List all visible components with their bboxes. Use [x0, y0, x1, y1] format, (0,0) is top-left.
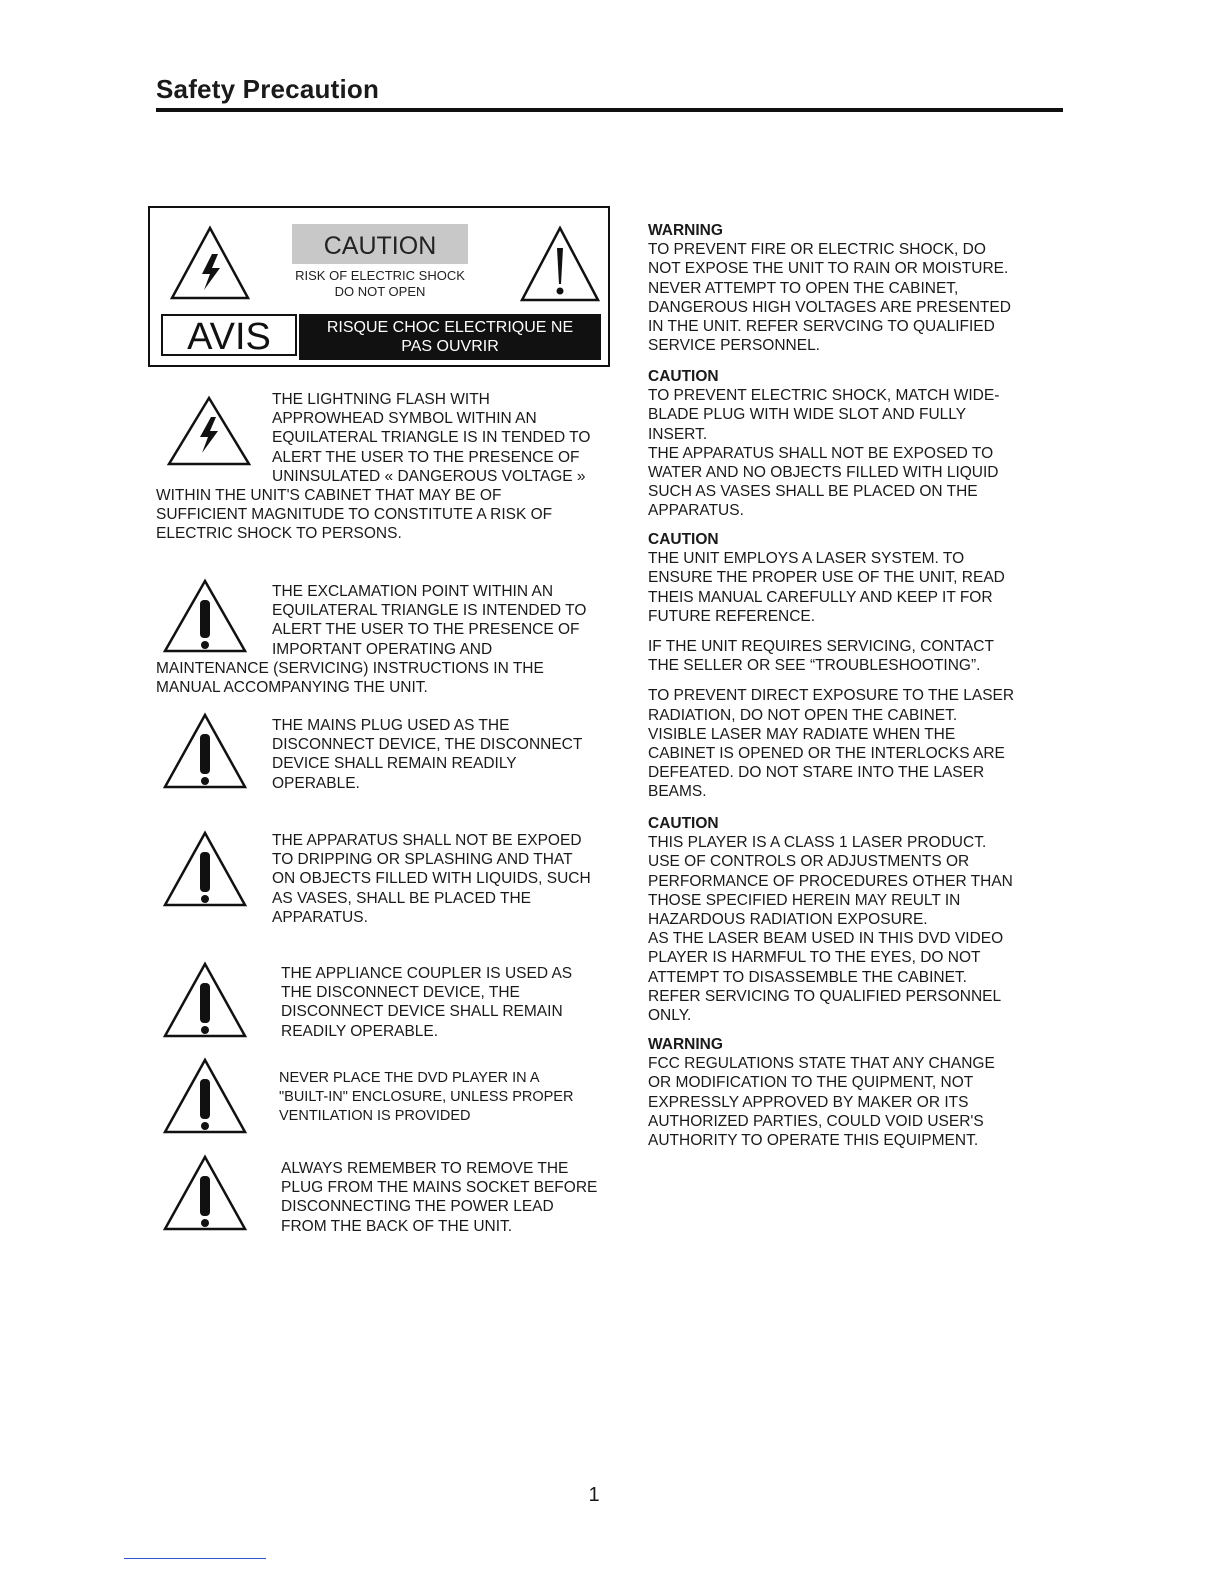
section-paragraph: FCC REGULATIONS STATE THAT ANY CHANGE OR MODIFICATION TO THE QUIPMENT, NOT EXPRESSLY APPROVED BY MAKER OR ITS AUTHORIZED PARTIES, COULD VOID USER'S AUTHORITY TO OPERATE THIS EQUIPMENT. — [648, 1055, 995, 1150]
exclamation-triangle-icon — [162, 1154, 248, 1232]
section-heading: CAUTION — [648, 368, 719, 385]
section-heading: CAUTION — [648, 531, 719, 548]
title-rule — [156, 108, 1063, 112]
exclamation-triangle-icon — [162, 578, 248, 654]
page-number: 1 — [588, 1484, 600, 1506]
section-paragraph: THIS PLAYER IS A CLASS 1 LASER PRODUCT. USE OF CONTROLS OR ADJUSTMENTS OR PERFORMANCE OF PROCEDURES OTHER THAN THOSE SPECIFIED HEREIN MAY REULT IN HAZARDOUS RADIATION EXPOSURE. AS THE LASER BEAM USED IN THIS DVD VIDEO PLAYER IS HARMFUL TO THE EYES, DO NOT ATTEMPT TO DISASSEMBLE THE CABINET. REFER SERVICING TO QUALIFIED PERSONNEL ONLY. — [648, 834, 1013, 1025]
section-heading: WARNING — [648, 222, 723, 239]
right-section-caution-3 — [648, 814, 1058, 1025]
page-title: Safety Precaution — [156, 74, 380, 104]
lightning-triangle-icon — [166, 395, 252, 467]
section-paragraph: TO PREVENT DIRECT EXPOSURE TO THE LASER RADIATION, DO NOT OPEN THE CABINET. VISIBLE LASER MAY RADIATE WHEN THE CABINET IS OPENED OR THE INTERLOCKS ARE DEFEATED. DO NOT STARE INTO THE LASER BEAMS. — [648, 687, 1015, 801]
exclamation-triangle-icon — [162, 712, 248, 790]
risk-line-2: DO NOT OPEN — [334, 284, 426, 299]
note-text: THE EXCLAMATION POINT WITHIN AN EQUILATERAL TRIANGLE IS INTENDED TO ALERT THE USER TO THE PRESENCE OF IMPORTANT OPERATING AND — [272, 583, 587, 658]
right-section-caution-2 — [648, 530, 1058, 802]
section-paragraph: TO PREVENT ELECTRIC SHOCK, MATCH WIDE- BLADE PLUG WITH WIDE SLOT AND FULLY INSERT. THE APPARATUS SHALL NOT BE EXPOSED TO WATER AND NO OBJECTS FILLED WITH LIQUID SUCH AS VASES SHALL BE PLACED ON THE APPARATUS. — [648, 387, 1000, 520]
caution-banner: CAUTION — [292, 224, 468, 264]
note-continuation: WITHIN THE UNIT'S CABINET THAT MAY BE OF SUFFICIENT MAGNITUDE TO CONSTITUTE A RISK OF ELECTRIC SHOCK TO PERSONS. — [156, 487, 553, 543]
section-paragraph: IF THE UNIT REQUIRES SERVICING, CONTACT THE SELLER OR SEE “TROUBLESHOOTING”. — [648, 638, 994, 675]
exclamation-triangle-icon — [518, 224, 602, 304]
note-text: NEVER PLACE THE DVD PLAYER IN A "BUILT-IN" ENCLOSURE, UNLESS PROPER VENTILATION IS PROVIDED — [279, 1070, 574, 1125]
note-text: THE MAINS PLUG USED AS THE DISCONNECT DEVICE, THE DISCONNECT DEVICE SHALL REMAIN READILY OPERABLE. — [272, 717, 583, 792]
exclamation-triangle-icon — [162, 961, 248, 1039]
note-text: THE APPLIANCE COUPLER IS USED AS THE DISCONNECT DEVICE, THE DISCONNECT DEVICE SHALL REMAIN READILY OPERABLE. — [281, 965, 573, 1040]
section-paragraph: TO PREVENT FIRE OR ELECTRIC SHOCK, DO NOT EXPOSE THE UNIT TO RAIN OR MOISTURE. NEVER ATTEMPT TO OPEN THE CABINET, DANGEROUS HIGH VOLTAGES ARE PRESENTED IN THE UNIT. REFER SERVCING TO QUALIFIED SERVICE PERSONNEL. — [648, 241, 1011, 355]
exclamation-triangle-icon — [162, 1057, 248, 1135]
avis-line-2: PAS OUVRIR — [401, 338, 499, 355]
section-heading: CAUTION — [648, 815, 719, 832]
footer-link-underline — [124, 1558, 266, 1559]
avis-label: AVIS — [161, 314, 297, 356]
risk-line-1: RISK OF ELECTRIC SHOCK — [295, 268, 465, 283]
right-section-warning-2 — [648, 1035, 1058, 1150]
exclamation-triangle-icon — [162, 830, 248, 908]
lightning-triangle-icon — [168, 224, 252, 302]
caution-subtext — [270, 268, 490, 300]
note-text: THE APPARATUS SHALL NOT BE EXPOED TO DRIPPING OR SPLASHING AND THAT ON OBJECTS FILLED WITH LIQUIDS, SUCH AS VASES, SHALL BE PLACED THE APPARATUS. — [272, 832, 591, 926]
avis-line-1: RISQUE CHOC ELECTRIQUE NE — [326, 319, 574, 336]
note-text: THE LIGHTNING FLASH WITH APPROWHEAD SYMBOL WITHIN AN EQUILATERAL TRIANGLE IS IN TENDED TO ALERT THE USER TO THE PRESENCE OF UNINSULATED « DANGEROUS VOLTAGE » — [272, 391, 591, 485]
right-section-warning-1 — [648, 221, 1058, 355]
right-section-caution-1 — [648, 367, 1058, 521]
caution-label — [148, 206, 610, 367]
note-text: ALWAYS REMEMBER TO REMOVE THE PLUG FROM THE MAINS SOCKET BEFORE DISCONNECTING THE POWER LEAD FROM THE BACK OF THE UNIT. — [281, 1160, 598, 1235]
section-paragraph: THE UNIT EMPLOYS A LASER SYSTEM. TO ENSURE THE PROPER USE OF THE UNIT, READ THEIS MANUAL CAREFULLY AND KEEP IT FOR FUTURE REFERENCE. — [648, 550, 1005, 625]
note-continuation: MAINTENANCE (SERVICING) INSTRUCTIONS IN THE MANUAL ACCOMPANYING THE UNIT. — [156, 660, 544, 697]
avis-warning — [299, 314, 601, 360]
section-heading: WARNING — [648, 1036, 723, 1053]
